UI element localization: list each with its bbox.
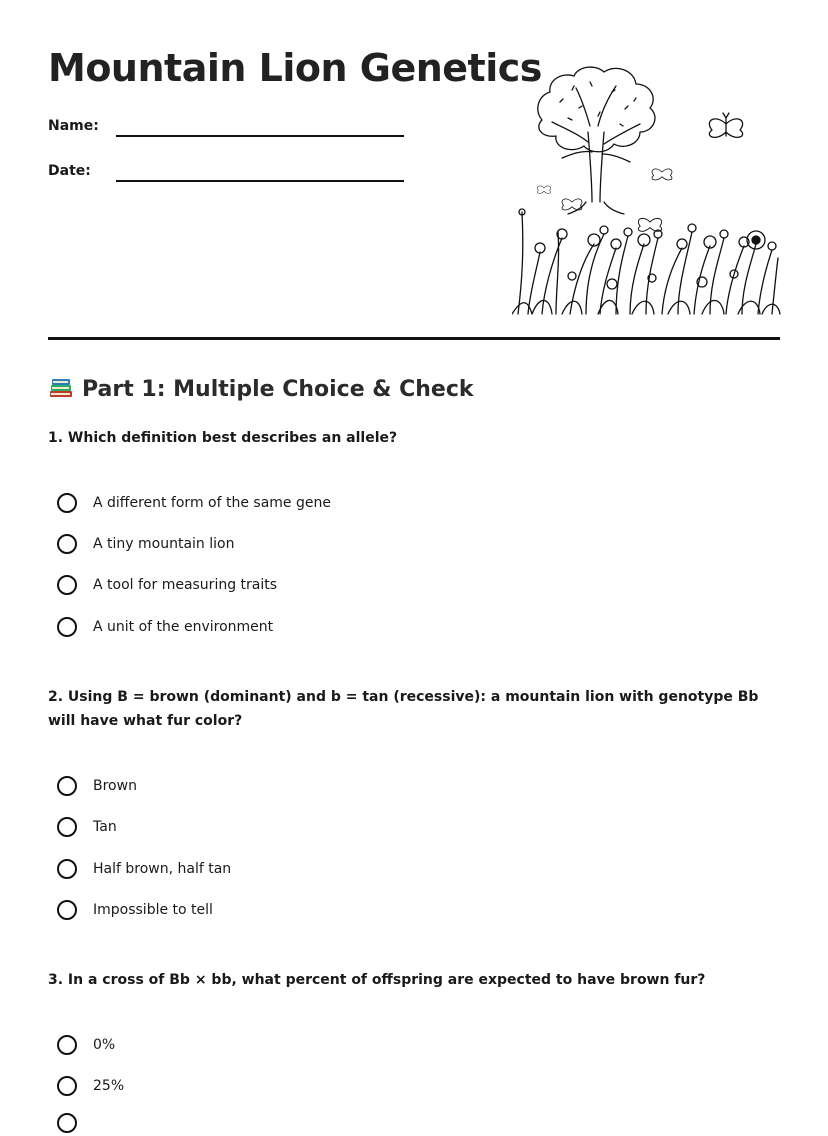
section-divider	[48, 337, 780, 340]
books-icon	[48, 374, 74, 400]
date-blank-line[interactable]	[116, 180, 404, 182]
q3-option-a[interactable]	[57, 1032, 115, 1058]
name-label: Name:	[48, 118, 99, 134]
radio-button[interactable]	[57, 776, 77, 796]
worksheet-title: Mountain Lion Genetics	[48, 46, 542, 90]
q2-option-b[interactable]	[57, 814, 117, 840]
q2-option-c[interactable]	[57, 856, 231, 882]
question-2: 2. Using B = brown (dominant) and b = tan (recessive): a mountain lion with genotype Bb will have what fur color?	[48, 689, 759, 729]
radio-button[interactable]	[57, 817, 77, 837]
q2-option-d[interactable]	[57, 897, 213, 923]
radio-button[interactable]	[57, 534, 77, 554]
option-label: Half brown, half tan	[93, 861, 232, 877]
radio-button[interactable]	[57, 575, 77, 595]
q1-option-b[interactable]	[57, 531, 234, 557]
radio-button[interactable]	[57, 493, 77, 513]
q1-option-c[interactable]	[57, 572, 277, 598]
radio-button[interactable]	[57, 1113, 77, 1133]
option-label: A different form of the same gene	[93, 495, 331, 511]
date-field	[48, 163, 408, 187]
name-blank-line[interactable]	[116, 135, 404, 137]
butterfly-icon	[709, 113, 742, 137]
butterfly-icon	[537, 186, 550, 193]
part1-title: Part 1: Multiple Choice & Check	[82, 377, 474, 402]
radio-button[interactable]	[57, 859, 77, 879]
radio-button[interactable]	[57, 1076, 77, 1096]
option-label: A unit of the environment	[93, 619, 274, 635]
option-label: A tool for measuring traits	[93, 577, 278, 593]
q3-option-c-partial[interactable]	[57, 1110, 93, 1136]
wildflowers-icon	[512, 209, 780, 314]
option-label: Impossible to tell	[93, 902, 213, 918]
date-label: Date:	[48, 163, 91, 179]
option-label: Tan	[93, 819, 117, 835]
question-1: 1. Which definition best describes an allele?	[48, 430, 398, 446]
butterfly-icon	[652, 169, 672, 180]
tree-flowers-illustration	[512, 62, 782, 320]
option-label: Brown	[93, 778, 137, 794]
option-label: 25%	[93, 1078, 125, 1094]
radio-button[interactable]	[57, 1035, 77, 1055]
tree-icon	[538, 67, 655, 214]
q1-option-a[interactable]	[57, 490, 331, 516]
question-3: 3. In a cross of Bb × bb, what percent of offspring are expected to have brown fur?	[48, 972, 706, 988]
q3-option-b[interactable]	[57, 1073, 124, 1099]
radio-button[interactable]	[57, 900, 77, 920]
option-label: A tiny mountain lion	[93, 536, 235, 552]
part1-heading	[48, 374, 474, 402]
radio-button[interactable]	[57, 617, 77, 637]
q1-option-d[interactable]	[57, 614, 273, 640]
option-label: 0%	[93, 1037, 116, 1053]
q2-option-a[interactable]	[57, 773, 137, 799]
name-field	[48, 118, 408, 142]
